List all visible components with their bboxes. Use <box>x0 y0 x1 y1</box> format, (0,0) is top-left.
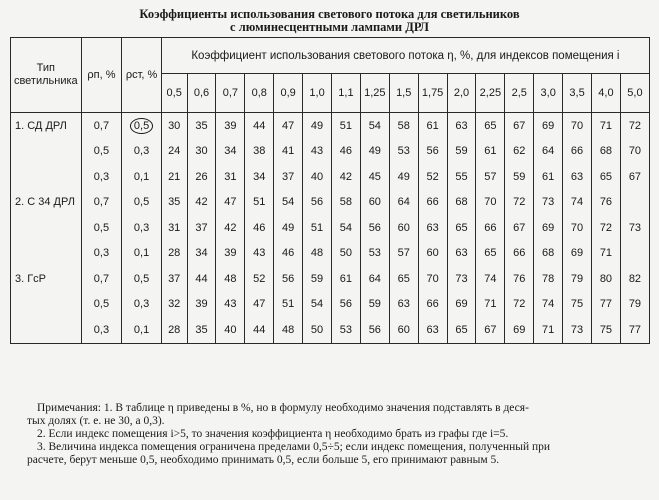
table-body <box>11 113 650 344</box>
coefficient-cell: 32 <box>161 292 187 318</box>
header-utilization-coefficient: Коэффициент использования светового потока η, %, для индексов помещения i <box>161 38 649 74</box>
luminaire-type-cell: 1. СД ДРЛ <box>11 113 82 139</box>
table-row <box>11 164 650 190</box>
coefficient-cell: 70 <box>563 215 592 241</box>
rho-st-cell: 0,1 <box>122 241 162 267</box>
coefficient-cell: 28 <box>161 241 187 267</box>
rho-st-cell: 0,3 <box>122 292 162 318</box>
coefficient-cell <box>620 190 649 216</box>
note-3b: расчете, берут меньше 0,5, необходимо принимать 0,5, если больше 5, его принимают равным 5. <box>27 454 500 466</box>
rho-p-cell: 0,5 <box>81 292 122 318</box>
coefficient-cell: 59 <box>447 139 476 165</box>
coefficient-cell: 67 <box>476 317 505 343</box>
coefficient-cell: 60 <box>418 241 447 267</box>
coefficient-cell: 74 <box>563 190 592 216</box>
coefficient-cell: 31 <box>161 215 187 241</box>
rho-p-cell: 0,3 <box>81 164 122 190</box>
coefficient-cell: 68 <box>534 241 563 267</box>
coefficient-cell: 64 <box>534 139 563 165</box>
room-index-header: 0,6 <box>187 74 216 113</box>
coefficient-cell: 70 <box>563 113 592 139</box>
coefficient-cell: 49 <box>360 139 389 165</box>
coefficient-cell: 63 <box>563 164 592 190</box>
rho-p-cell: 0,3 <box>81 241 122 267</box>
table-row <box>11 190 650 216</box>
coefficient-cell: 35 <box>161 190 187 216</box>
coefficient-cell: 21 <box>161 164 187 190</box>
coefficient-cell: 39 <box>216 241 245 267</box>
coefficient-cell: 48 <box>274 317 303 343</box>
rho-st-cell: 0,1 <box>122 317 162 343</box>
coefficient-cell: 34 <box>216 139 245 165</box>
coefficient-cell: 56 <box>360 215 389 241</box>
coefficient-cell: 66 <box>505 241 534 267</box>
coefficient-cell: 72 <box>620 113 649 139</box>
note-3a: 3. Величина индекса помещения ограничена пределами 0,5÷5; если индекс помещения, полученный при <box>37 441 551 453</box>
coefficient-cell: 46 <box>274 241 303 267</box>
note-1a: Примечания: 1. В таблице η приведены в %, но в формулу необходимо значения подставлять в деся- <box>37 402 529 414</box>
coefficient-cell: 69 <box>447 292 476 318</box>
room-index-header: 2,25 <box>476 74 505 113</box>
coefficient-cell: 77 <box>620 317 649 343</box>
coefficient-cell: 44 <box>245 317 274 343</box>
coefficient-cell: 56 <box>274 266 303 292</box>
rho-st-cell: 0,3 <box>122 139 162 165</box>
rho-p-cell: 0,5 <box>81 215 122 241</box>
coefficient-cell: 49 <box>389 164 418 190</box>
coefficient-cell: 35 <box>187 317 216 343</box>
rho-p-cell: 0,7 <box>81 113 122 139</box>
coefficient-cell: 65 <box>447 215 476 241</box>
coefficient-cell: 79 <box>563 266 592 292</box>
rho-p-cell: 0,7 <box>81 190 122 216</box>
room-index-header: 0,5 <box>161 74 187 113</box>
coefficient-cell: 69 <box>505 317 534 343</box>
coefficient-cell: 71 <box>592 113 621 139</box>
coefficient-cell: 65 <box>476 113 505 139</box>
coefficient-table <box>10 37 650 344</box>
coefficient-cell: 59 <box>360 292 389 318</box>
coefficient-cell: 42 <box>331 164 360 190</box>
coefficient-cell: 58 <box>389 113 418 139</box>
coefficient-cell: 80 <box>592 266 621 292</box>
coefficient-cell: 31 <box>216 164 245 190</box>
room-index-header: 4,0 <box>592 74 621 113</box>
coefficient-cell: 69 <box>534 215 563 241</box>
room-index-header: 0,8 <box>245 74 274 113</box>
coefficient-cell: 50 <box>331 241 360 267</box>
coefficient-cell: 72 <box>505 292 534 318</box>
coefficient-cell: 70 <box>476 190 505 216</box>
coefficient-cell: 65 <box>592 164 621 190</box>
note-1b: тых долях (т. е. не 30, а 0,3). <box>27 415 165 427</box>
coefficient-cell: 67 <box>620 164 649 190</box>
coefficient-cell: 49 <box>274 215 303 241</box>
coefficient-cell: 54 <box>331 215 360 241</box>
coefficient-cell: 64 <box>360 266 389 292</box>
room-index-header: 2,5 <box>505 74 534 113</box>
notes <box>27 402 652 467</box>
coefficient-cell: 42 <box>216 215 245 241</box>
room-index-header: 1,25 <box>360 74 389 113</box>
table-row <box>11 139 650 165</box>
coefficient-cell: 65 <box>476 241 505 267</box>
coefficient-cell: 51 <box>331 113 360 139</box>
rho-p-cell: 0,7 <box>81 266 122 292</box>
coefficient-cell: 70 <box>418 266 447 292</box>
coefficient-cell: 76 <box>505 266 534 292</box>
coefficient-cell: 34 <box>245 164 274 190</box>
coefficient-cell: 46 <box>331 139 360 165</box>
coefficient-cell: 68 <box>592 139 621 165</box>
coefficient-cell: 64 <box>389 190 418 216</box>
coefficient-cell: 65 <box>389 266 418 292</box>
title-line-1: Коэффициенты использования светового потока для светильников <box>139 7 520 21</box>
coefficient-cell: 51 <box>303 215 332 241</box>
coefficient-cell: 34 <box>187 241 216 267</box>
table-row <box>11 241 650 267</box>
coefficient-cell: 49 <box>303 113 332 139</box>
rho-p-cell: 0,3 <box>81 317 122 343</box>
coefficient-cell: 73 <box>447 266 476 292</box>
coefficient-cell: 40 <box>303 164 332 190</box>
coefficient-cell: 73 <box>534 190 563 216</box>
coefficient-cell: 56 <box>360 317 389 343</box>
luminaire-type-cell <box>11 215 82 241</box>
coefficient-cell: 82 <box>620 266 649 292</box>
coefficient-cell: 56 <box>331 292 360 318</box>
coefficient-cell: 68 <box>447 190 476 216</box>
coefficient-cell: 55 <box>447 164 476 190</box>
coefficient-cell: 50 <box>303 317 332 343</box>
coefficient-cell: 24 <box>161 139 187 165</box>
coefficient-cell: 47 <box>274 113 303 139</box>
coefficient-cell: 37 <box>274 164 303 190</box>
coefficient-cell: 57 <box>389 241 418 267</box>
room-index-header: 3,5 <box>563 74 592 113</box>
coefficient-cell: 47 <box>245 292 274 318</box>
coefficient-cell: 54 <box>274 190 303 216</box>
table-row <box>11 317 650 343</box>
header-rho-p: ρп, % <box>81 38 122 113</box>
coefficient-cell: 71 <box>592 241 621 267</box>
coefficient-cell: 66 <box>418 292 447 318</box>
coefficient-cell: 52 <box>245 266 274 292</box>
coefficient-cell: 52 <box>418 164 447 190</box>
coefficient-cell: 77 <box>592 292 621 318</box>
coefficient-cell: 51 <box>274 292 303 318</box>
coefficient-cell: 41 <box>274 139 303 165</box>
coefficient-cell: 60 <box>389 215 418 241</box>
coefficient-cell: 26 <box>187 164 216 190</box>
title-line-2: с люминесцентными лампами ДРЛ <box>230 20 429 34</box>
coefficient-cell: 79 <box>620 292 649 318</box>
luminaire-type-cell <box>11 292 82 318</box>
coefficient-cell: 65 <box>447 317 476 343</box>
coefficient-cell: 37 <box>161 266 187 292</box>
coefficient-cell: 58 <box>331 190 360 216</box>
luminaire-type-cell <box>11 164 82 190</box>
coefficient-cell: 61 <box>418 113 447 139</box>
coefficient-cell: 53 <box>360 241 389 267</box>
coefficient-cell: 69 <box>534 113 563 139</box>
coefficient-cell: 53 <box>389 139 418 165</box>
table-row <box>11 292 650 318</box>
coefficient-cell: 73 <box>620 215 649 241</box>
coefficient-cell: 42 <box>187 190 216 216</box>
coefficient-cell: 43 <box>216 292 245 318</box>
coefficient-cell: 71 <box>534 317 563 343</box>
coefficient-cell: 63 <box>447 113 476 139</box>
coefficient-cell: 40 <box>216 317 245 343</box>
coefficient-cell: 62 <box>505 139 534 165</box>
coefficient-cell: 39 <box>216 113 245 139</box>
coefficient-cell <box>620 241 649 267</box>
rho-st-cell: 0,1 <box>122 164 162 190</box>
note-2: 2. Если индекс помещения i>5, то значения коэффициента η необходимо брать из графы где i=5. <box>37 428 509 440</box>
coefficient-cell: 51 <box>245 190 274 216</box>
rho-st-cell: 0,3 <box>122 215 162 241</box>
coefficient-cell: 35 <box>187 113 216 139</box>
coefficient-cell: 60 <box>360 190 389 216</box>
luminaire-type-cell: 2. С 34 ДРЛ <box>11 190 82 216</box>
coefficient-cell: 78 <box>534 266 563 292</box>
coefficient-cell: 74 <box>534 292 563 318</box>
coefficient-cell: 72 <box>592 215 621 241</box>
table-row <box>11 215 650 241</box>
coefficient-cell: 54 <box>303 292 332 318</box>
coefficient-cell: 63 <box>447 241 476 267</box>
luminaire-type-cell <box>11 139 82 165</box>
coefficient-cell: 67 <box>505 113 534 139</box>
table-title <box>0 8 659 34</box>
coefficient-cell: 56 <box>303 190 332 216</box>
room-index-header: 3,0 <box>534 74 563 113</box>
coefficient-cell: 61 <box>476 139 505 165</box>
coefficient-cell: 59 <box>303 266 332 292</box>
coefficient-cell: 74 <box>476 266 505 292</box>
luminaire-type-cell <box>11 241 82 267</box>
rho-st-cell: 0,5 <box>122 266 162 292</box>
coefficient-cell: 47 <box>216 190 245 216</box>
coefficient-cell: 44 <box>187 266 216 292</box>
header-luminaire-type: Тип светильника <box>11 38 82 113</box>
coefficient-cell: 73 <box>563 317 592 343</box>
coefficient-cell: 63 <box>389 292 418 318</box>
coefficient-cell: 66 <box>563 139 592 165</box>
room-index-header: 5,0 <box>620 74 649 113</box>
coefficient-cell: 53 <box>331 317 360 343</box>
room-index-header: 0,9 <box>274 74 303 113</box>
coefficient-cell: 43 <box>245 241 274 267</box>
coefficient-cell: 38 <box>245 139 274 165</box>
coefficient-cell: 39 <box>187 292 216 318</box>
coefficient-cell: 59 <box>505 164 534 190</box>
coefficient-cell: 46 <box>245 215 274 241</box>
coefficient-cell: 63 <box>418 317 447 343</box>
room-index-header: 1,5 <box>389 74 418 113</box>
table-row <box>11 113 650 139</box>
coefficient-cell: 28 <box>161 317 187 343</box>
coefficient-cell: 44 <box>245 113 274 139</box>
coefficient-cell: 70 <box>620 139 649 165</box>
coefficient-cell: 71 <box>476 292 505 318</box>
room-index-header: 0,7 <box>216 74 245 113</box>
room-index-header: 1,1 <box>331 74 360 113</box>
coefficient-cell: 63 <box>418 215 447 241</box>
coefficient-cell: 75 <box>592 317 621 343</box>
coefficient-cell: 66 <box>476 215 505 241</box>
coefficient-cell: 43 <box>303 139 332 165</box>
room-index-header: 1,0 <box>303 74 332 113</box>
coefficient-cell: 54 <box>360 113 389 139</box>
coefficient-cell: 67 <box>505 215 534 241</box>
luminaire-type-cell <box>11 317 82 343</box>
room-index-header: 2,0 <box>447 74 476 113</box>
coefficient-cell: 56 <box>418 139 447 165</box>
header-rho-st: ρст, % <box>122 38 162 113</box>
circled-value: 0,5 <box>130 118 153 134</box>
coefficient-cell: 66 <box>418 190 447 216</box>
coefficient-cell: 57 <box>476 164 505 190</box>
luminaire-type-cell: 3. ГсР <box>11 266 82 292</box>
rho-st-cell: 0,5 <box>122 190 162 216</box>
coefficient-cell: 37 <box>187 215 216 241</box>
coefficient-cell: 48 <box>216 266 245 292</box>
coefficient-cell: 75 <box>563 292 592 318</box>
coefficient-cell: 48 <box>303 241 332 267</box>
coefficient-cell: 61 <box>534 164 563 190</box>
room-index-header: 1,75 <box>418 74 447 113</box>
rho-st-cell <box>122 113 162 139</box>
table-row <box>11 266 650 292</box>
coefficient-cell: 60 <box>389 317 418 343</box>
coefficient-cell: 45 <box>360 164 389 190</box>
coefficient-cell: 30 <box>161 113 187 139</box>
coefficient-cell: 61 <box>331 266 360 292</box>
coefficient-cell: 72 <box>505 190 534 216</box>
rho-p-cell: 0,5 <box>81 139 122 165</box>
coefficient-cell: 76 <box>592 190 621 216</box>
coefficient-cell: 30 <box>187 139 216 165</box>
coefficient-cell: 69 <box>563 241 592 267</box>
